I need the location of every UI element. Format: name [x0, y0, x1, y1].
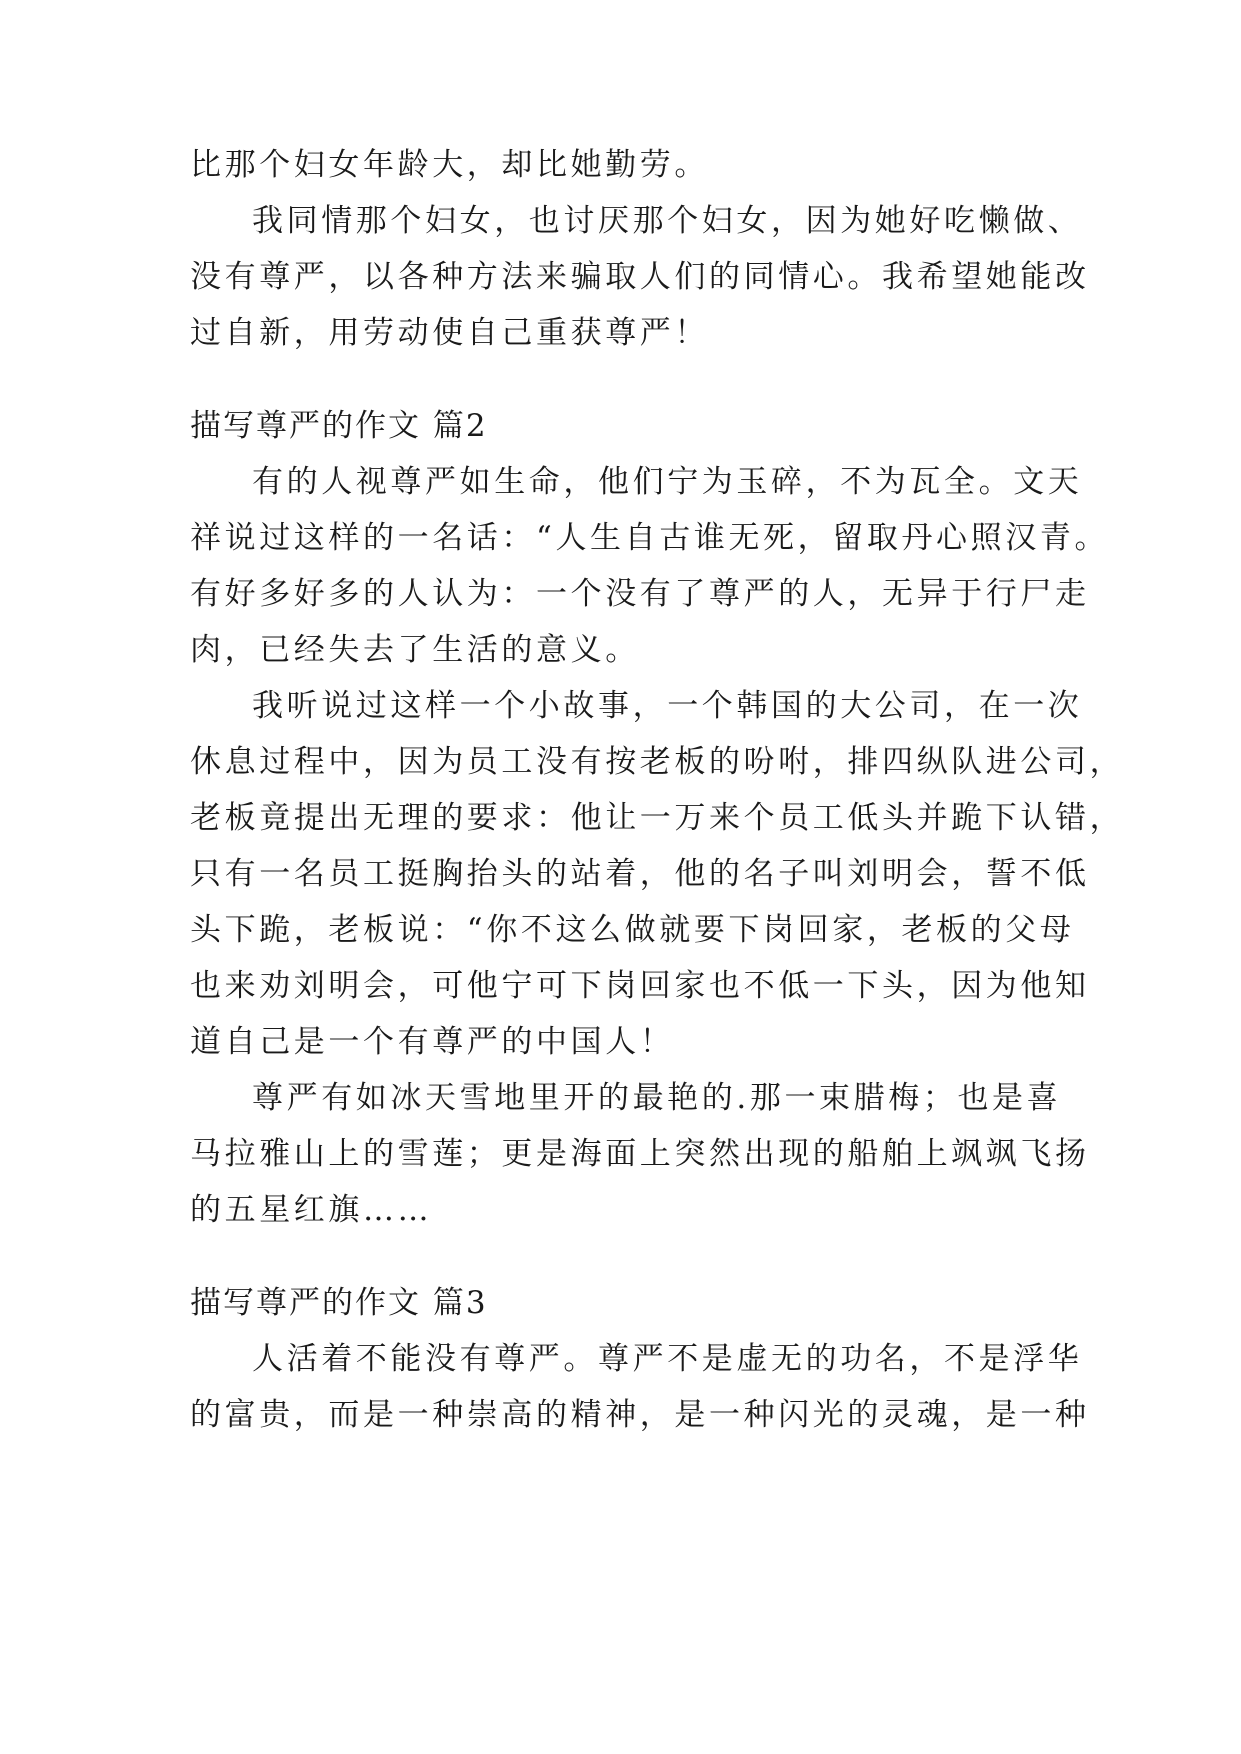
paragraph-line: 道自己是一个有尊严的中国人！: [190, 1024, 675, 1060]
paragraph-line: 的五星红旗……: [190, 1192, 433, 1228]
paragraph-line: 我听说过这样一个小故事，一个韩国的大公司，在一次: [252, 688, 1083, 724]
paragraph-line: 只有一名员工挺胸抬头的站着，他的名子叫刘明会，誓不低: [190, 856, 1090, 892]
paragraph-line: 过自新，用劳动使自己重获尊严！: [190, 315, 709, 351]
paragraph-line: 我同情那个妇女，也讨厌那个妇女，因为她好吃懒做、: [252, 203, 1083, 239]
paragraph-line: 有的人视尊严如生命，他们宁为玉碎，不为瓦全。文天: [252, 464, 1083, 500]
paragraph-line: 比那个妇女年龄大，却比她勤劳。: [190, 147, 709, 183]
section-heading-2: 描写尊严的作文 篇2: [190, 408, 488, 444]
paragraph-line: 肉，已经失去了生活的意义。: [190, 632, 640, 668]
paragraph-line: 人活着不能没有尊严。尊严不是虚无的功名，不是浮华: [252, 1341, 1083, 1377]
paragraph-line: 尊严有如冰天雪地里开的最艳的.那一束腊梅；也是喜: [252, 1080, 1062, 1116]
paragraph-line: 老板竟提出无理的要求：他让一万来个员工低头并跪下认错，: [190, 800, 1125, 836]
paragraph-line: 有好多好多的人认为：一个没有了尊严的人，无异于行尸走: [190, 576, 1090, 612]
paragraph-line: 头下跪，老板说：“你不这么做就要下岗回家，老板的父母: [190, 912, 1075, 948]
paragraph-line: 祥说过这样的一名话：“人生自古谁无死，留取丹心照汉青。: [190, 520, 1110, 556]
section-heading-3: 描写尊严的作文 篇3: [190, 1285, 488, 1321]
paragraph-line: 休息过程中，因为员工没有按老板的吩咐，排四纵队进公司，: [190, 744, 1125, 780]
paragraph-line: 没有尊严，以各种方法来骗取人们的同情心。我希望她能改: [190, 259, 1090, 295]
paragraph-line: 的富贵，而是一种崇高的精神，是一种闪光的灵魂，是一种: [190, 1397, 1090, 1433]
paragraph-line: 也来劝刘明会，可他宁可下岗回家也不低一下头，因为他知: [190, 968, 1090, 1004]
paragraph-line: 马拉雅山上的雪莲；更是海面上突然出现的船舶上飒飒飞扬: [190, 1136, 1090, 1172]
